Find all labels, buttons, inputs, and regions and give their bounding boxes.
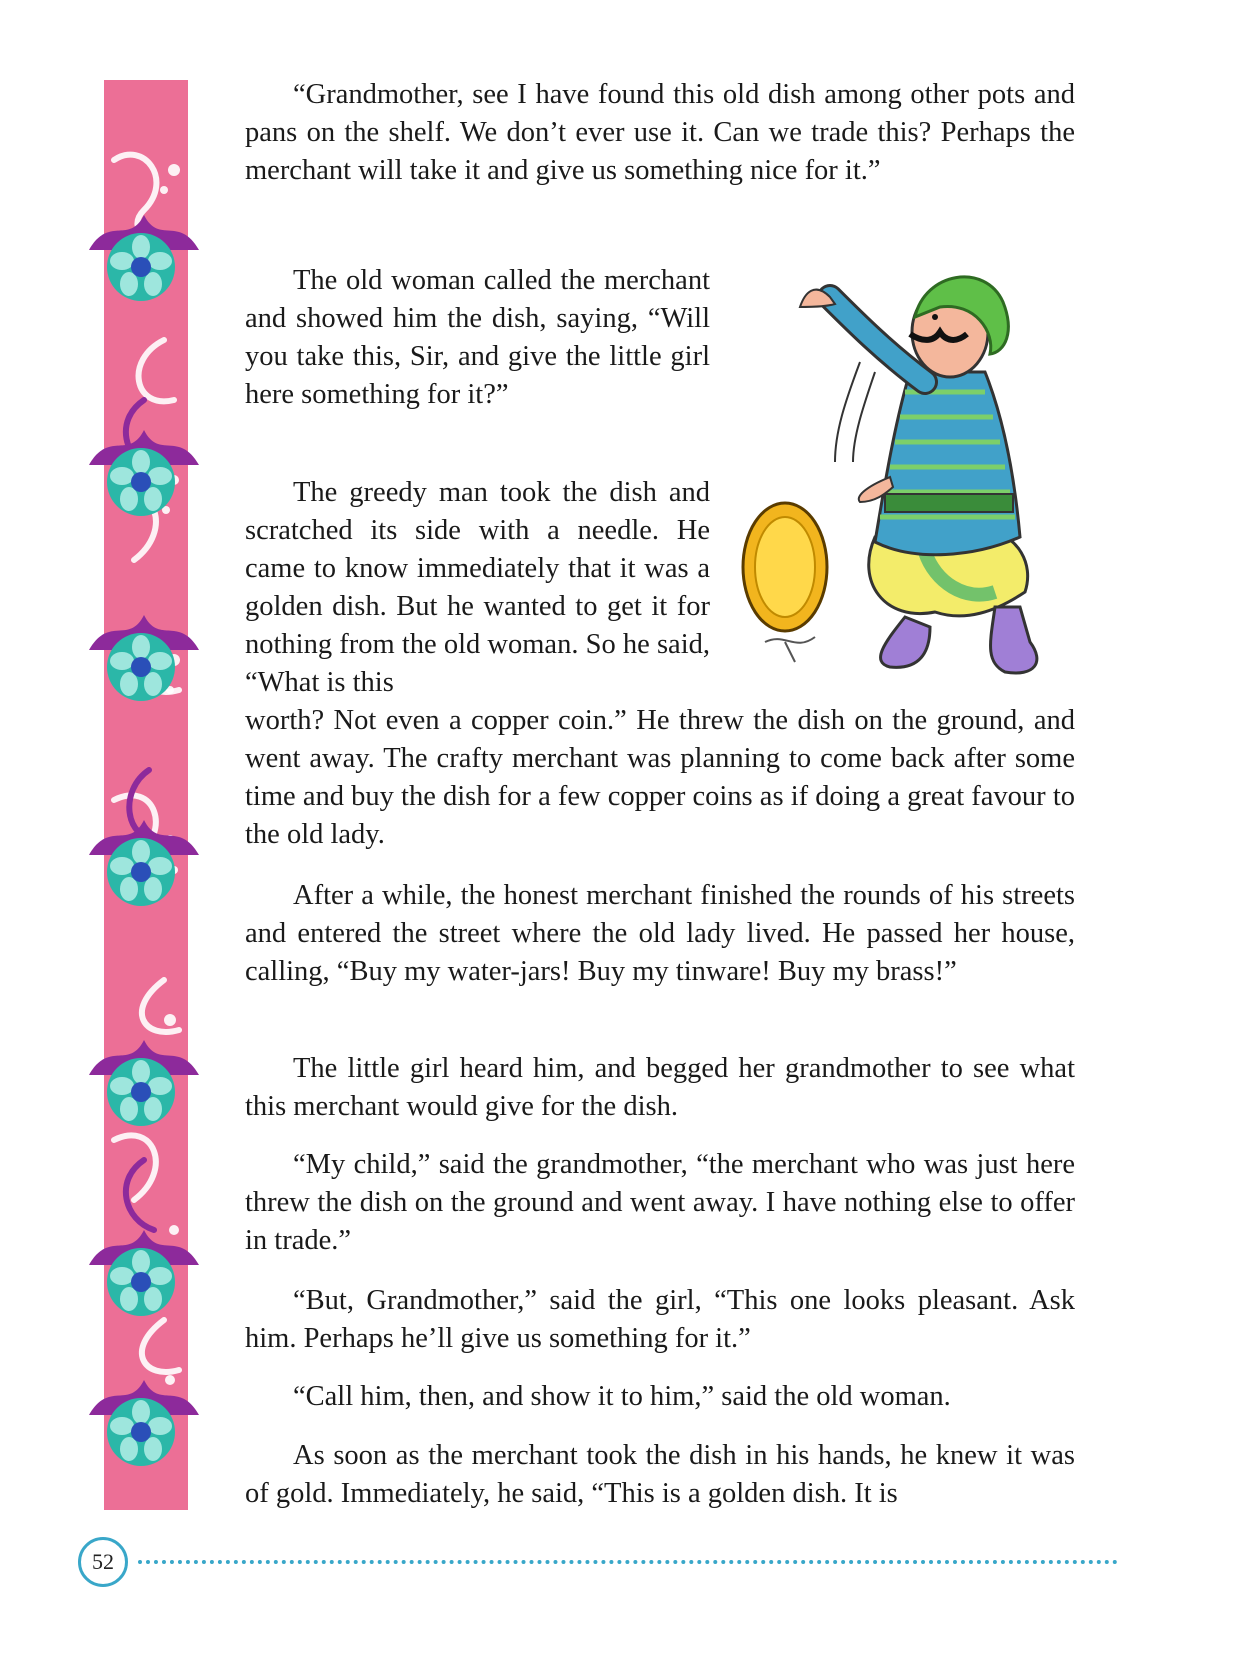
story-paragraph [245,1437,1075,1513]
story-paragraph [245,1146,1075,1260]
paragraph-text: The greedy man took the dish and scratched its side with a needle. He came to know immediately that it was a golden dish. But he wanted to get it for nothing from the old woman. So he said, “What is this [245,477,710,698]
paragraph-text: “Grandmother, see I have found this old dish among other pots and pans on the shelf. We don’t ever use it. Can we trade this? Perhaps the merchant will take it and give us something nice for it.” [245,79,1075,186]
flower-ornament-icon [84,1020,204,1130]
paragraph-text: “But, Grandmother,” said the girl, “This one looks pleasant. Ask him. Perhaps he’ll give us something for it.” [245,1285,1075,1354]
paragraph-text: “Call him, then, and show it to him,” said the old woman. [293,1381,951,1412]
paragraph-text: “My child,” said the grandmother, “the merchant who was just here threw the dish on the ground and went away. I have nothing else to offer in trade.” [245,1149,1075,1256]
story-paragraph-continued [245,702,1075,854]
story-paragraph [245,474,710,702]
merchant-throwing-golden-dish-illustration [735,262,1080,707]
story-paragraph [245,1282,1075,1358]
paragraph-text: After a while, the honest merchant finished the rounds of his streets and entered the street where the old lady lived. He passed her house, calling, “Buy my water-jars! Buy my tinware! Buy my brass!” [245,880,1075,987]
paragraph-text: worth? Not even a copper coin.” He threw the dish on the ground, and went away. The crafty merchant was planning to come back after some time and buy the dish for a few copper coins as if doing a great favour to the old lady. [245,705,1075,850]
footer-dotted-line [138,1560,1118,1564]
paragraph-text: The old woman called the merchant and showed him the dish, saying, “Will you take this, Sir, and give the little girl here something for it?” [245,265,710,410]
flower-ornament-icon [84,595,204,705]
flower-ornament-icon [84,1210,204,1320]
page-number-label: 52 [92,1549,114,1574]
story-paragraph [245,262,710,414]
story-paragraph [245,1050,1075,1126]
story-paragraph [245,1378,1075,1416]
page-number [78,1537,128,1587]
flower-ornament-icon [84,1360,204,1470]
flower-ornament-icon [84,195,204,305]
paragraph-text: As soon as the merchant took the dish in his hands, he knew it was of gold. Immediately, he said, “This is a golden dish. It is [245,1440,1075,1509]
story-paragraph [245,76,1075,190]
story-paragraph [245,877,1075,991]
flower-ornament-icon [84,800,204,910]
paragraph-text: The little girl heard him, and begged her grandmother to see what this merchant would give for the dish. [245,1053,1075,1122]
flower-ornament-icon [84,410,204,520]
